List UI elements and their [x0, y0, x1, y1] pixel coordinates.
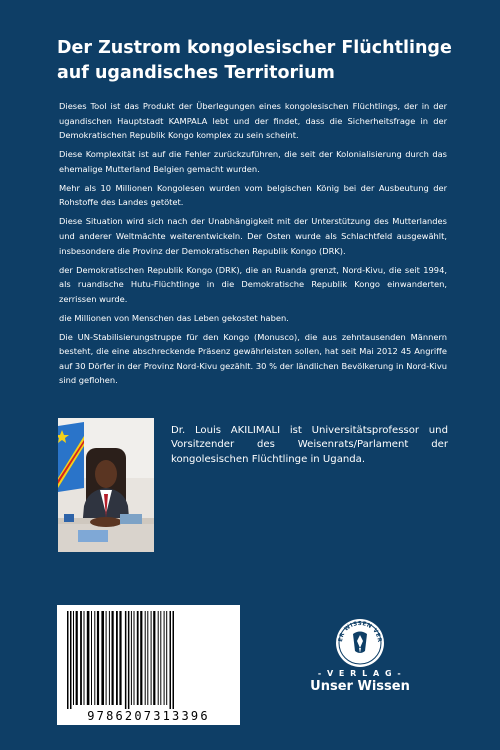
- blurb-paragraph: Diese Situation wird sich nach der Unabhängigkeit mit der Unterstützung des Mutterlandes und anderer Weltmächte weiterentwickeln. Der Osten wurde als Schlachtfeld ausgewählt, insbesondere die Provinz der Demokratischen Republik Kongo (DRK).: [59, 216, 447, 256]
- barcode-bar: [91, 611, 92, 705]
- barcode-bar: [106, 611, 107, 705]
- barcode-bar: [125, 611, 127, 709]
- barcode-bar: [101, 611, 104, 705]
- barcode-bar: [73, 611, 74, 705]
- barcode-bar: [80, 611, 82, 705]
- barcode-bar: [134, 611, 135, 705]
- author-photo: [58, 418, 154, 552]
- author-bio: Dr. Louis AKILIMALI ist Universitätsprofessor und Vorsitzender des Weisenrats/Parlament der kongolesischen Flüchtlinge in Uganda.: [171, 425, 448, 465]
- publisher-seal-icon: [285, 617, 435, 673]
- barcode-bar: [87, 611, 90, 705]
- barcode-bar: [128, 611, 129, 709]
- barcode-bar: [97, 611, 99, 705]
- barcode-bar: [116, 611, 118, 705]
- barcode-bar: [67, 611, 69, 709]
- barcode-bar: [173, 611, 175, 709]
- blurb-paragraph: Die UN-Stabilisierungstruppe für den Kongo (Monusco), die aus zehntausenden Männern besteht, die eine abschreckende Präsenz gewährleisten sollen, hat seit Mai 2012 45 Angriffe auf 30 Dörfer in der Provinz Nord-Kivu gezählt. 30 % der ländlichen Bevölkerung in Nord-Kivu sind geflohen.: [59, 331, 447, 386]
- barcode-bar: [158, 611, 159, 705]
- publisher-name: Unser Wissen: [310, 679, 410, 694]
- blurb-paragraph: Mehr als 10 Millionen Kongolesen wurden vom belgischen König bei der Ausbeutung der Rohstoffe des Landes getötet.: [59, 182, 447, 208]
- barcode-bar: [170, 611, 172, 709]
- barcode-bar: [112, 611, 114, 705]
- blurb-paragraph: die Millionen von Menschen das Leben gekostet haben.: [59, 312, 289, 323]
- barcode-bar: [164, 611, 165, 705]
- barcode-bar: [137, 611, 139, 705]
- barcode-bar: [76, 611, 78, 705]
- barcode-bar: [70, 611, 72, 709]
- barcode-bar: [151, 611, 152, 705]
- barcode-bar: [147, 611, 148, 705]
- barcode-bar: [94, 611, 95, 705]
- barcode-bar: [166, 611, 167, 705]
- barcode-bar: [84, 611, 85, 705]
- blurb-paragraph: der Demokratischen Republik Kongo (DRK), die an Ruanda grenzt, Nord-Kivu, die seit 1994, als ruandische Hutu-Flüchtlinge in die Demokratische Republik Kongo einwanderten, zerrissen wurde.: [59, 264, 447, 304]
- blurb-paragraph: Diese Komplexität ist auf die Fehler zurückzuführen, die seit der Kolonialisierung durch das ehemalige Mutterland Belgien gemacht wurden.: [59, 149, 447, 174]
- barcode-bars: [57, 605, 240, 709]
- book-title: Der Zustrom kongolesischer Flüchtlinge auf ugandisches Territorium: [57, 38, 452, 83]
- barcode-bar: [140, 611, 142, 705]
- isbn-number: 9786207313396: [87, 709, 210, 723]
- barcode-bar: [153, 611, 155, 705]
- blurb-paragraph: Dieses Tool ist das Produkt der Überlegungen eines kongolesischen Flüchtlings, der in der ugandischen Hauptstadt KAMPALA lebt und der findet, dass die Sicherheitsfrage in der Demokratischen Republik Kongo komplex zu sein scheint.: [59, 101, 447, 141]
- barcode-bar: [131, 611, 132, 705]
- barcode: [57, 605, 240, 725]
- barcode-bar: [145, 611, 146, 705]
- barcode-bar: [119, 611, 121, 705]
- seal-text: ER WISSEN VER: [337, 620, 383, 644]
- barcode-bar: [160, 611, 161, 705]
- publisher-verlag-label: - V E R L A G -: [317, 669, 403, 678]
- author-photo-illustration: [58, 418, 154, 552]
- barcode-bar: [109, 611, 110, 705]
- blurb: [59, 99, 447, 392]
